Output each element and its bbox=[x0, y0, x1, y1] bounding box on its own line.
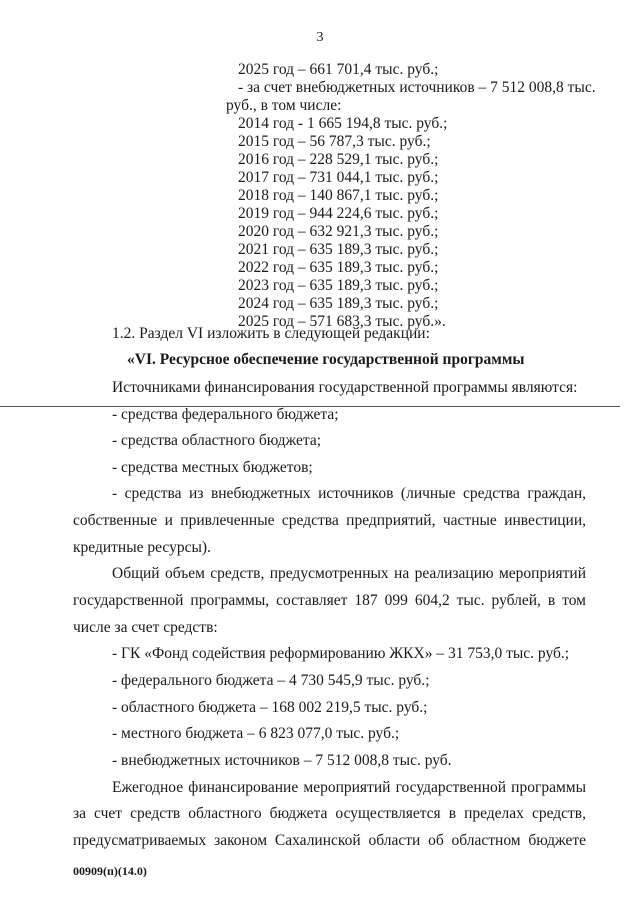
year-line: 2015 год – 56 787,3 тыс. руб.; bbox=[238, 133, 431, 150]
source-item-offbudget-end: кредитные ресурсы). bbox=[73, 539, 211, 556]
breakdown-item: - федерального бюджета – 4 730 545,9 тыс. руб.; bbox=[112, 672, 430, 689]
section-heading: «VI. Ресурсное обеспечение государственной программы bbox=[127, 351, 525, 368]
breakdown-item: - внебюджетных источников – 7 512 008,8 тыс. руб. bbox=[112, 752, 452, 769]
page-number: 3 bbox=[316, 30, 324, 45]
section-instruction: 1.2. Раздел VI изложить в следующей редакции: bbox=[112, 325, 430, 342]
year-line: 2017 год – 731 044,1 тыс. руб.; bbox=[238, 169, 439, 186]
annual-paragraph-cont: предусматриваемых законом Сахалинской области об областном бюджете bbox=[73, 832, 586, 849]
year-line: 2014 год - 1 665 194,8 тыс. руб.; bbox=[238, 115, 448, 132]
annual-paragraph-cont: за счет средств областного бюджета осуществляется в пределах средств, bbox=[73, 805, 586, 822]
total-paragraph-cont: государственной программы, составляет 187 099 604,2 тыс. рублей, в том bbox=[73, 592, 586, 609]
source-item: - средства федерального бюджета; bbox=[112, 406, 339, 423]
year-line: 2023 год – 635 189,3 тыс. руб.; bbox=[238, 277, 439, 294]
total-paragraph: Общий объем средств, предусмотренных на реализацию мероприятий bbox=[112, 565, 586, 582]
year-line: 2024 год – 635 189,3 тыс. руб.; bbox=[238, 295, 439, 312]
source-item: - средства областного бюджета; bbox=[112, 432, 322, 449]
breakdown-item: - местного бюджета – 6 823 077,0 тыс. руб.; bbox=[112, 725, 400, 742]
year-line: 2018 год – 140 867,1 тыс. руб.; bbox=[238, 187, 439, 204]
year-line: 2020 год – 632 921,3 тыс. руб.; bbox=[238, 223, 439, 240]
source-item-offbudget: - средства из внебюджетных источников (личные средства граждан, bbox=[112, 485, 586, 502]
sources-intro: Источниками финансирования государственной программы являются: bbox=[112, 379, 578, 396]
year-line: 2025 год – 571 683,3 тыс. руб.». bbox=[238, 313, 446, 330]
source-item-offbudget-cont: собственные и привлеченные средства предприятий, частные инвестиции, bbox=[73, 512, 586, 529]
year-line: 2016 год – 228 529,1 тыс. руб.; bbox=[238, 151, 439, 168]
offbudget-line: - за счет внебюджетных источников – 7 512 008,8 тыс. bbox=[238, 79, 596, 96]
year-line: 2019 год – 944 224,6 тыс. руб.; bbox=[238, 205, 439, 222]
year-line: 2021 год – 635 189,3 тыс. руб.; bbox=[238, 241, 439, 258]
total-paragraph-end: числе за счет средств: bbox=[73, 619, 218, 636]
source-item: - средства местных бюджетов; bbox=[112, 459, 313, 476]
year-line: 2022 год – 635 189,3 тыс. руб.; bbox=[238, 259, 439, 276]
annual-paragraph: Ежегодное финансирование мероприятий государственной программы bbox=[112, 779, 586, 796]
year-line: 2025 год – 661 701,4 тыс. руб.; bbox=[238, 61, 439, 78]
document-code: 00909(п)(14.0) bbox=[73, 864, 147, 878]
breakdown-item: - ГК «Фонд содействия реформированию ЖКХ» – 31 753,0 тыс. руб.; bbox=[112, 645, 570, 662]
breakdown-item: - областного бюджета – 168 002 219,5 тыс. руб.; bbox=[112, 699, 428, 716]
offbudget-line-cont: руб., в том числе: bbox=[226, 97, 342, 114]
